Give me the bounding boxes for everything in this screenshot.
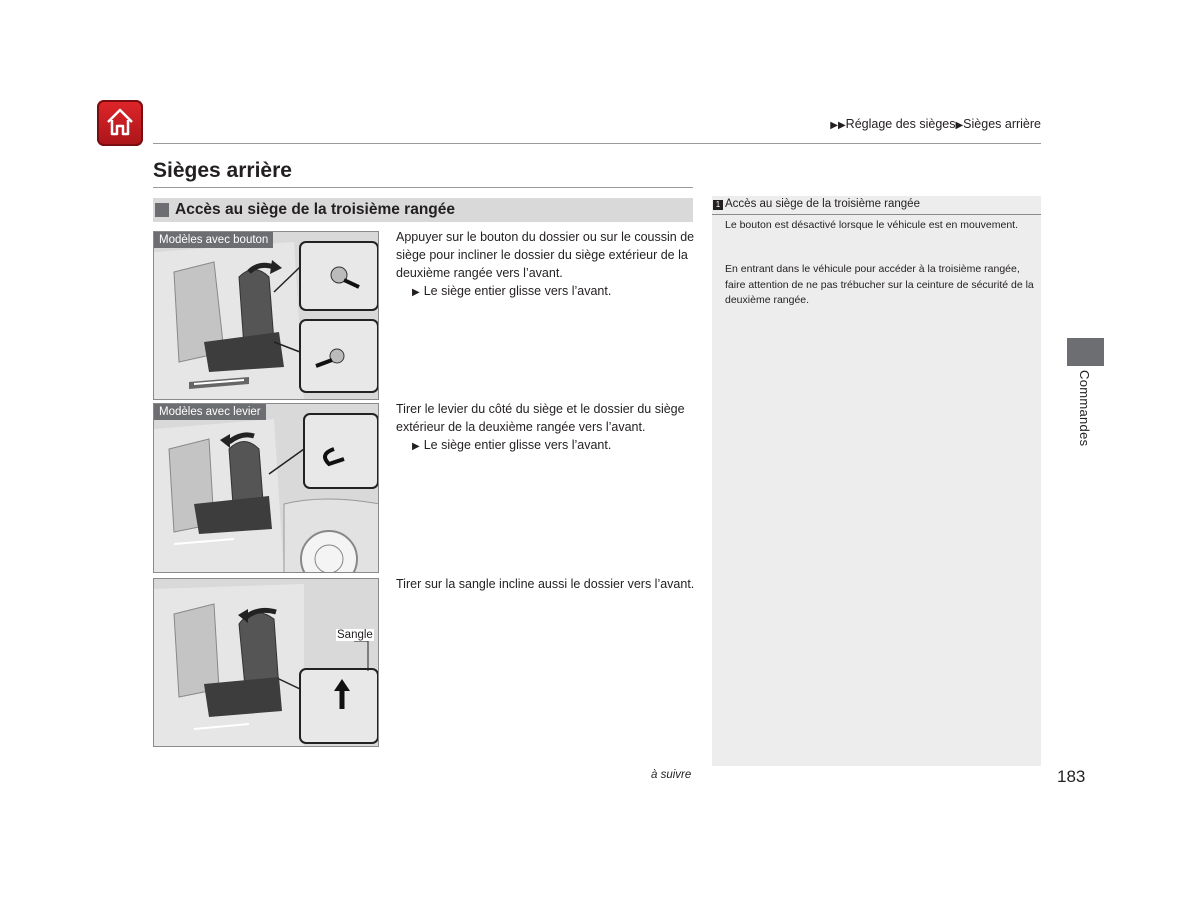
instruction-text: Tirer le levier du côté du siège et le dossier du siège extérieur de la deuxième rangée vers l’avant. [396, 402, 685, 434]
seat-illustration-3 [154, 579, 379, 747]
instruction-3 [396, 575, 696, 593]
breadcrumb-arrow-icon: ▶▶ [830, 120, 846, 131]
breadcrumb-item[interactable]: Réglage des sièges [845, 117, 956, 131]
result-text: Le siège entier glisse vers l’avant. [423, 284, 612, 298]
home-button[interactable] [97, 100, 143, 146]
instruction-result [396, 436, 696, 456]
figure-label: Modèles avec bouton [154, 232, 273, 248]
reference-marker-icon: 1 [713, 200, 723, 210]
chapter-tab-marker[interactable] [1067, 338, 1104, 366]
instruction-text: Appuyer sur le bouton du dossier ou sur le coussin de siège pour incliner le dossier du siège extérieur de la deuxième rangée vers l’avant. [396, 230, 695, 280]
result-arrow-icon: ▶ [412, 287, 420, 298]
sidebar-heading [712, 196, 1041, 215]
sidebar-heading-text: Accès au siège de la troisième rangée [725, 198, 920, 210]
sidebar-note: En entrant dans le véhicule pour accéder à la troisième rangée, faire attention de ne pas trébucher sur la ceinture de sécurité de la deuxième rangée. [725, 263, 1034, 306]
chapter-tab-label[interactable]: Commandes [1077, 370, 1092, 447]
sidebar-note: Le bouton est désactivé lorsque le véhicule est en mouvement. [725, 219, 1019, 231]
page-title: Sièges arrière [153, 159, 292, 182]
illustration-button-model [153, 231, 379, 400]
instruction-1 [396, 228, 696, 302]
figure-label: Modèles avec levier [154, 404, 266, 420]
page-number: 183 [1057, 767, 1086, 786]
section-square-icon [155, 203, 169, 217]
breadcrumb-item[interactable]: Sièges arrière [963, 117, 1041, 131]
strap-callout: Sangle [337, 629, 373, 641]
breadcrumb [830, 117, 1041, 131]
seat-illustration-1 [154, 232, 379, 400]
instruction-text: Tirer sur la sangle incline aussi le dossier vers l’avant. [396, 577, 695, 591]
section-heading [153, 198, 693, 222]
illustration-lever-model [153, 403, 379, 573]
instruction-2 [396, 400, 696, 456]
instruction-result [396, 282, 696, 302]
illustration-strap [153, 578, 379, 747]
title-rule [153, 187, 693, 188]
breadcrumb-arrow-icon: ▶ [955, 120, 964, 131]
header-rule [153, 143, 1041, 144]
section-title: Accès au siège de la troisième rangée [175, 201, 455, 218]
result-text: Le siège entier glisse vers l’avant. [423, 438, 612, 452]
result-arrow-icon: ▶ [412, 441, 420, 452]
seat-illustration-2 [154, 404, 379, 573]
continued-note: à suivre [651, 769, 692, 781]
home-icon [104, 106, 136, 138]
